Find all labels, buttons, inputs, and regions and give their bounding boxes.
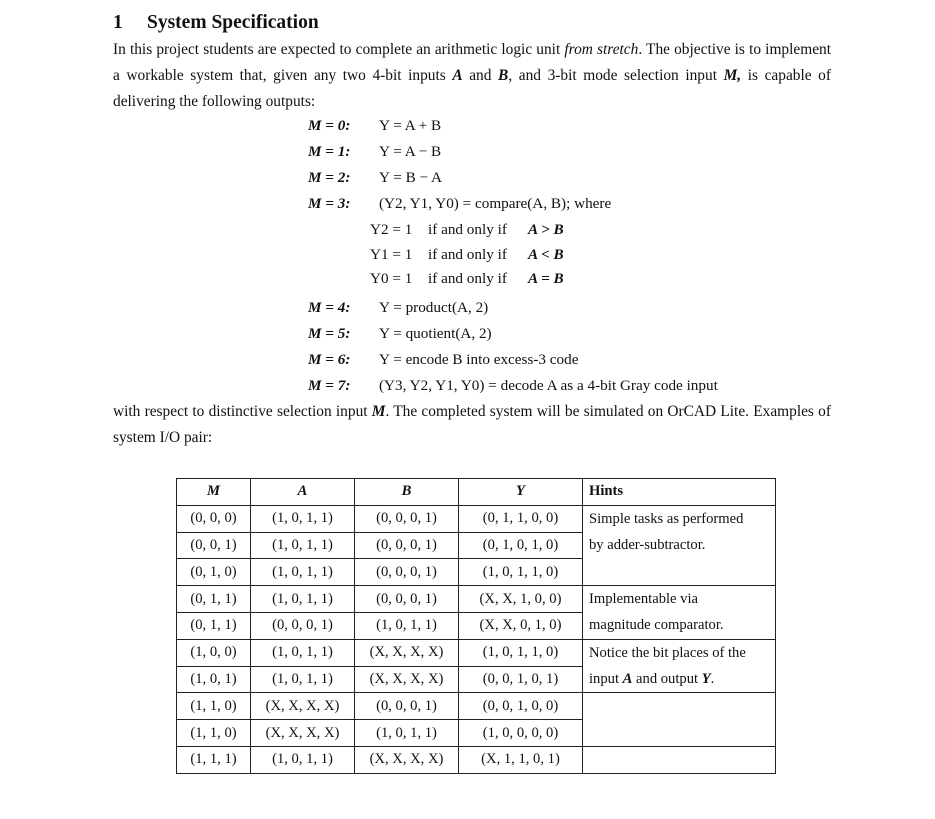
column-header-b: B <box>355 479 459 506</box>
cell-y: (0, 0, 1, 0, 0) <box>459 693 583 720</box>
table-row <box>177 505 776 532</box>
cell-y: (X, X, 0, 1, 0) <box>459 612 583 639</box>
hint-line: by adder-subtractor. <box>589 536 706 553</box>
mode-expression: Y = product(A, 2) <box>379 299 489 316</box>
mode-expression: Y = encode B into excess-3 code <box>379 351 579 368</box>
intro-text: . The objective is to implement a workable system that, given any two 4-bit inputs <box>113 41 831 84</box>
io-table <box>176 478 776 774</box>
cell-y: (1, 0, 0, 0, 0) <box>459 720 583 747</box>
column-header-m: M <box>177 479 251 506</box>
cell-m: (1, 1, 0) <box>177 693 251 720</box>
cell-b: (X, X, X, X) <box>355 639 459 666</box>
hint-line: magnitude comparator. <box>589 617 724 634</box>
condition-text: if and only if <box>428 270 507 287</box>
mode-expression: Y = quotient(A, 2) <box>379 325 492 342</box>
cell-a: (1, 0, 1, 1) <box>251 586 355 613</box>
cell-m: (0, 0, 1) <box>177 532 251 559</box>
hint-text: input <box>589 670 623 687</box>
cell-m: (0, 1, 1) <box>177 612 251 639</box>
table-row <box>177 693 776 720</box>
hint-text: and output <box>632 670 702 687</box>
cell-b: (0, 0, 0, 1) <box>355 693 459 720</box>
condition-text: if and only if <box>428 246 507 263</box>
intro-paragraph <box>113 37 831 115</box>
cell-b: (1, 0, 1, 1) <box>355 720 459 747</box>
hint-comparator <box>583 586 776 640</box>
mode-label: M = 0: <box>308 117 351 134</box>
hint-text: . <box>710 670 715 687</box>
intro-emphasis: from stretch <box>564 41 639 58</box>
mode-label: M = 5: <box>308 325 351 342</box>
intro-text: and <box>462 67 499 84</box>
hint-line: Notice the bit places of the <box>589 644 746 661</box>
section-number: 1 <box>113 12 123 33</box>
condition-lhs: Y2 = 1 <box>370 221 413 238</box>
condition-text: if and only if <box>428 221 507 238</box>
cell-y: (1, 0, 1, 1, 0) <box>459 559 583 586</box>
mode-label: M = 4: <box>308 299 351 316</box>
cell-y: (1, 0, 1, 1, 0) <box>459 639 583 666</box>
closing-paragraph <box>113 399 831 451</box>
hint-empty <box>583 746 776 773</box>
mode-label: M = 6: <box>308 351 351 368</box>
cell-a: (1, 0, 1, 1) <box>251 505 355 532</box>
mode-label: M = 7: <box>308 377 351 394</box>
cell-b: (0, 0, 0, 1) <box>355 532 459 559</box>
hint-adder <box>583 505 776 585</box>
var-b: B <box>498 67 509 84</box>
cell-a: (1, 0, 1, 1) <box>251 532 355 559</box>
hint-bit-places <box>583 639 776 693</box>
mode-label: M = 3: <box>308 195 351 212</box>
intro-text: is capable of delivering the following outputs: <box>113 67 831 110</box>
cell-y: (X, X, 1, 0, 0) <box>459 586 583 613</box>
cell-m: (0, 0, 0) <box>177 505 251 532</box>
mode-expression: (Y2, Y1, Y0) = compare(A, B); where <box>379 195 612 212</box>
hint-var-y: Y <box>701 670 711 687</box>
cell-m: (0, 1, 0) <box>177 559 251 586</box>
cell-m: (0, 1, 1) <box>177 586 251 613</box>
table-row <box>177 586 776 613</box>
cell-b: (1, 0, 1, 1) <box>355 612 459 639</box>
hint-var-a: A <box>622 670 633 687</box>
closing-text: with respect to distinctive selection input <box>113 403 372 420</box>
mode-label: M = 1: <box>308 143 351 160</box>
hint-line: Implementable via <box>589 591 699 608</box>
column-header-a: A <box>251 479 355 506</box>
cell-m: (1, 1, 1) <box>177 746 251 773</box>
cell-b: (X, X, X, X) <box>355 666 459 693</box>
mode-expression: (Y3, Y2, Y1, Y0) = decode A as a 4-bit Gray code input <box>379 377 718 394</box>
cell-a: (1, 0, 1, 1) <box>251 746 355 773</box>
var-a: A <box>452 67 463 84</box>
mode-expression: Y = A + B <box>379 117 442 134</box>
cell-a: (X, X, X, X) <box>251 720 355 747</box>
cell-b: (X, X, X, X) <box>355 746 459 773</box>
closing-text: . The completed system will be simulated on OrCAD Lite. Examples of system I/O pair: <box>113 403 831 446</box>
section-heading <box>113 12 319 34</box>
cell-m: (1, 0, 0) <box>177 639 251 666</box>
column-header-y: Y <box>459 479 583 506</box>
cell-y: (0, 1, 0, 1, 0) <box>459 532 583 559</box>
intro-text: In this project students are expected to complete an arithmetic logic unit <box>113 41 565 58</box>
var-m: M <box>371 403 386 420</box>
hint-line: Simple tasks as performed <box>589 510 744 527</box>
cell-y: (0, 0, 1, 0, 1) <box>459 666 583 693</box>
table-header-row <box>177 479 776 506</box>
mode-expression: Y = B − A <box>379 169 442 186</box>
cell-a: (X, X, X, X) <box>251 693 355 720</box>
section-title: System Specification <box>147 12 319 33</box>
cell-m: (1, 0, 1) <box>177 666 251 693</box>
cell-y: (X, 1, 1, 0, 1) <box>459 746 583 773</box>
cell-m: (1, 1, 0) <box>177 720 251 747</box>
intro-text: , and 3-bit mode selection input <box>508 67 724 84</box>
cell-a: (0, 0, 0, 1) <box>251 612 355 639</box>
cell-b: (0, 0, 0, 1) <box>355 586 459 613</box>
condition-rhs: A > B <box>528 221 564 238</box>
cell-a: (1, 0, 1, 1) <box>251 666 355 693</box>
condition-rhs: A = B <box>528 270 564 287</box>
hint-empty <box>583 693 776 747</box>
table-row <box>177 746 776 773</box>
cell-y: (0, 1, 1, 0, 0) <box>459 505 583 532</box>
cell-b: (0, 0, 0, 1) <box>355 559 459 586</box>
condition-lhs: Y0 = 1 <box>370 270 413 287</box>
condition-rhs: A < B <box>528 246 564 263</box>
var-m: M, <box>723 67 742 84</box>
column-header-hints: Hints <box>583 479 776 506</box>
cell-a: (1, 0, 1, 1) <box>251 639 355 666</box>
cell-b: (0, 0, 0, 1) <box>355 505 459 532</box>
hint-line <box>589 666 775 692</box>
mode-expression: Y = A − B <box>379 143 442 160</box>
mode-label: M = 2: <box>308 169 351 186</box>
table-row <box>177 639 776 666</box>
condition-lhs: Y1 = 1 <box>370 246 413 263</box>
cell-a: (1, 0, 1, 1) <box>251 559 355 586</box>
